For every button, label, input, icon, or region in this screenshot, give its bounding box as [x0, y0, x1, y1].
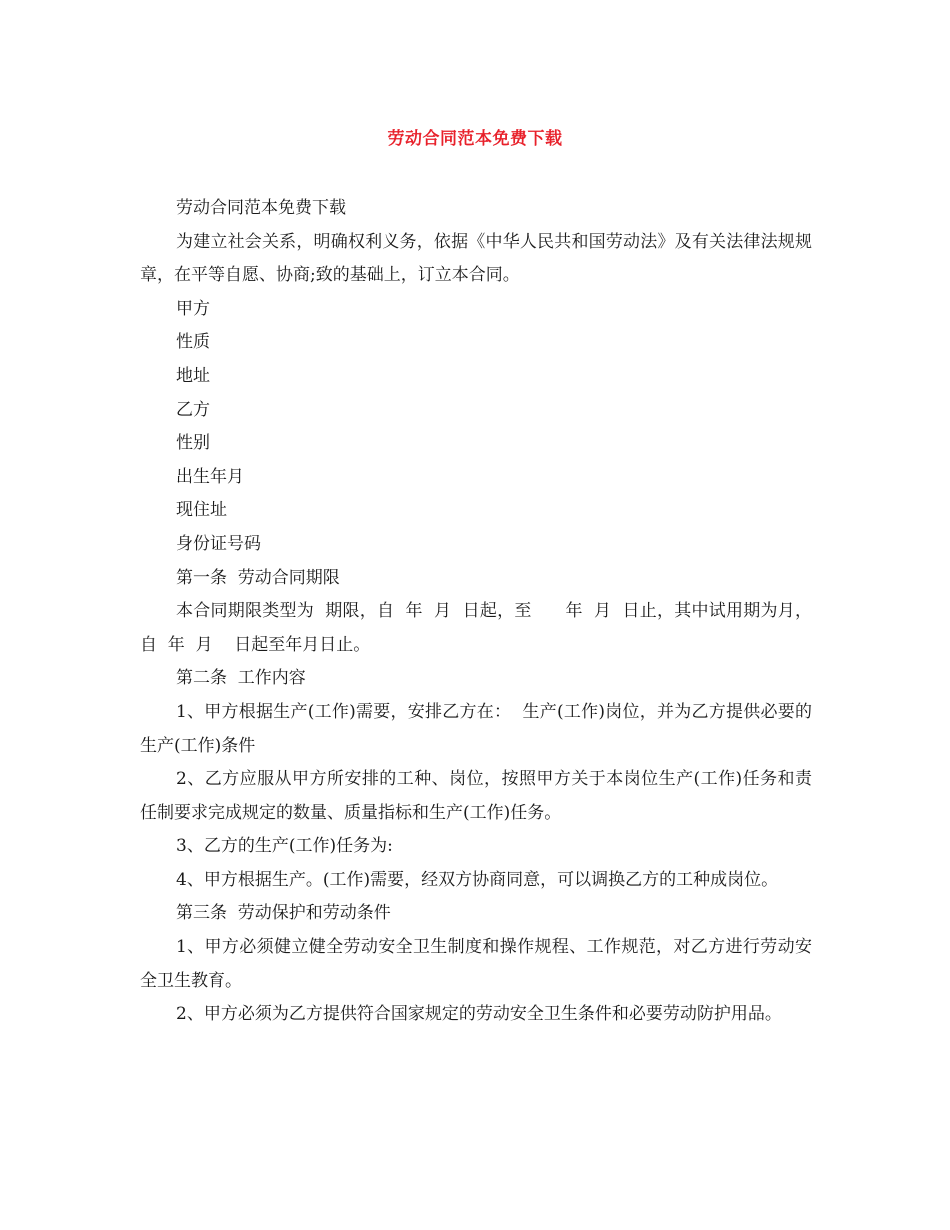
field-birth-date: 出生年月: [176, 466, 244, 487]
field-party-a: 甲方: [176, 298, 210, 319]
article-2-clause-3: 3、乙方的生产(工作)任务为:: [176, 836, 393, 857]
field-party-b: 乙方: [176, 399, 210, 420]
article-3-clause-1: 1、甲方必须健立健全劳动安全卫生制度和操作规程、工作规范，对乙方进行劳动安全卫生教育。: [140, 937, 812, 991]
field-current-address: 现住址: [176, 500, 227, 521]
article-2-clause-2: 2、乙方应服从甲方所安排的工种、岗位，按照甲方关于本岗位生产(工作)任务和责任制要求完成规定的数量、质量指标和生产(工作)任务。: [140, 769, 812, 823]
document-body: [140, 192, 812, 1032]
paragraph-heading-repeat: 劳动合同范本免费下载: [176, 198, 346, 218]
field-gender: 性别: [176, 433, 210, 454]
article-2-heading: 第二条 工作内容: [176, 668, 306, 689]
article-1-heading: 第一条 劳动合同期限: [176, 567, 340, 588]
article-2-clause-1: 1、甲方根据生产(工作)需要，安排乙方在： 生产(工作)岗位，并为乙方提供必要的生产(工作)条件: [140, 701, 812, 756]
field-nature: 性质: [176, 332, 210, 353]
paragraph-preamble: 为建立社会关系，明确权利义务，依据《中华人民共和国劳动法》及有关法律法规规章，在平等自愿、协商;致的基础上，订立本合同。: [140, 231, 812, 286]
article-1-term: 本合同期限类型为 期限，自 年 月 日起，至 年 月 日止，其中试用期为月，自 年 月 日起至年月日止。: [140, 601, 812, 655]
document-title: 劳动合同范本免费下载: [387, 129, 563, 149]
article-3-clause-2: 2、甲方必须为乙方提供符合国家规定的劳动安全卫生条件和必要劳动防护用品。: [176, 1004, 782, 1025]
article-2-clause-4: 4、甲方根据生产。(工作)需要，经双方协商同意，可以调换乙方的工种成岗位。: [176, 869, 779, 890]
field-address: 地址: [176, 365, 210, 386]
field-id-number: 身份证号码: [176, 533, 261, 554]
article-3-heading: 第三条 劳动保护和劳动条件: [176, 903, 391, 924]
